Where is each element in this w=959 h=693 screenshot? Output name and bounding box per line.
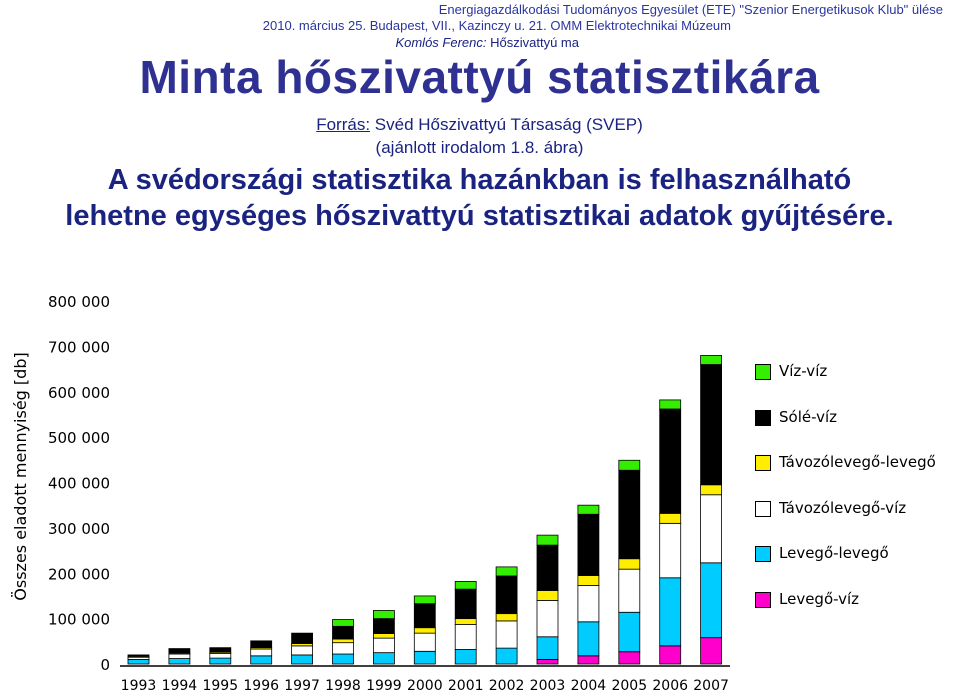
- bar-segment: [496, 567, 517, 576]
- legend-label: Víz-víz: [779, 362, 828, 380]
- legend-swatch: [755, 410, 771, 426]
- bar-segment: [169, 654, 190, 659]
- bar-segment: [414, 604, 435, 628]
- x-tick-label: 1996: [243, 678, 280, 693]
- bar-segment: [578, 505, 599, 514]
- legend-item: [755, 545, 959, 563]
- bar-segment: [128, 655, 149, 656]
- bar-segment: [169, 649, 190, 654]
- bar-segment: [414, 628, 435, 633]
- header-author: Komlós Ferenc:: [395, 35, 487, 50]
- bar-segment: [537, 600, 558, 636]
- x-tick-label: 2004: [570, 678, 607, 693]
- bar-segment: [496, 576, 517, 614]
- x-tick-label: 1998: [325, 678, 361, 693]
- header-topic: Hőszivattyú ma: [490, 35, 579, 50]
- bar-segment: [333, 626, 354, 639]
- x-tick-label: 1999: [366, 678, 402, 693]
- bar-segment: [373, 619, 394, 634]
- bar-segment: [578, 514, 599, 575]
- bar-segment: [578, 656, 599, 664]
- bar-segment: [128, 659, 149, 664]
- x-tick-label: 2003: [529, 678, 566, 693]
- bar-segment: [292, 646, 313, 655]
- legend-item: [755, 409, 959, 427]
- source-label: Forrás:: [316, 115, 371, 134]
- x-tick-label: 2001: [447, 678, 484, 693]
- bar-segment: [578, 622, 599, 656]
- y-tick-label: 0: [100, 656, 110, 674]
- header-line-3: [0, 35, 579, 50]
- legend-label: Távozólevegő-levegő: [779, 453, 936, 471]
- bar-segment: [373, 610, 394, 618]
- x-tick-label: 2002: [488, 678, 525, 693]
- legend-label: Levegő-víz: [779, 589, 860, 608]
- bar-segment: [292, 655, 313, 664]
- bar-segment: [333, 654, 354, 664]
- bar-segment: [292, 633, 313, 643]
- x-tick-label: 1997: [284, 678, 320, 693]
- y-tick-label: 500 000: [47, 429, 110, 448]
- bar-segment: [496, 614, 517, 621]
- source-block: [0, 113, 959, 159]
- source-reference: (ajánlott irodalom 1.8. ábra): [375, 138, 584, 157]
- y-tick-label: 700 000: [47, 338, 110, 357]
- bar-segment: [455, 581, 476, 589]
- bar-segment: [537, 590, 558, 600]
- bar-segment: [701, 638, 722, 664]
- bar-segment: [660, 646, 681, 664]
- x-tick-label: 1993: [120, 678, 157, 693]
- bar-segment: [373, 638, 394, 653]
- bar-segment: [578, 586, 599, 622]
- bar-segment: [333, 643, 354, 654]
- bar-segment: [333, 620, 354, 627]
- source-text: Svéd Hőszivattyú Társaság (SVEP): [374, 115, 643, 134]
- bar-segment: [333, 639, 354, 643]
- legend-item: [755, 363, 959, 381]
- legend-swatch: [755, 455, 771, 471]
- header-line-2: 2010. március 25. Budapest, VII., Kazinczy u. 21. OMM Elektrotechnikai Múzeum: [262, 18, 731, 33]
- bar-segment: [619, 470, 640, 558]
- legend-label: Sólé-víz: [779, 407, 838, 426]
- bar-segment: [701, 495, 722, 563]
- bar-segment: [660, 523, 681, 577]
- bar-segment: [578, 576, 599, 586]
- legend-swatch: [755, 364, 771, 380]
- bar-segment: [619, 460, 640, 470]
- bar-segment: [537, 659, 558, 664]
- y-tick-label: 600 000: [47, 383, 110, 402]
- bar-segment: [537, 545, 558, 590]
- page-title: Minta hőszivattyú statisztikára: [139, 51, 820, 103]
- bar-segment: [251, 641, 272, 648]
- x-tick-label: 2005: [611, 678, 648, 693]
- bar-segment: [414, 651, 435, 664]
- header-line-1: Energiagazdálkodási Tudományos Egyesület (ETE) "Szenior Energetikusok Klub" ülése: [438, 2, 943, 17]
- bar-segment: [660, 400, 681, 409]
- bar-segment: [210, 648, 231, 653]
- bar-segment: [414, 596, 435, 604]
- legend-label: Távozólevegő-víz: [779, 498, 907, 517]
- bar-segment: [660, 409, 681, 513]
- bar-segment: [496, 621, 517, 648]
- legend-item: [755, 454, 959, 472]
- bar-segment: [537, 535, 558, 545]
- legend-item: [755, 500, 959, 518]
- bar-segment: [537, 637, 558, 660]
- bar-segment: [251, 649, 272, 656]
- bar-segment: [251, 656, 272, 664]
- x-tick-label: 2007: [693, 678, 729, 693]
- bar-segment: [619, 612, 640, 651]
- y-tick-label: 400 000: [47, 474, 110, 493]
- y-axis-label: Összes eladott mennyiség [db]: [11, 352, 30, 601]
- bar-segment: [701, 365, 722, 485]
- bar-segment: [701, 485, 722, 495]
- y-tick-label: 800 000: [47, 293, 110, 311]
- lead-line-1: A svédországi statisztika hazánkban is felhasználható: [107, 164, 852, 196]
- bar-segment: [619, 652, 640, 664]
- legend-swatch: [755, 501, 771, 517]
- bar-segment: [373, 653, 394, 664]
- y-tick-label: 300 000: [47, 519, 110, 538]
- y-tick-label: 200 000: [47, 565, 110, 584]
- bar-segment: [701, 355, 722, 364]
- legend-item: [755, 591, 959, 609]
- bar-segment: [455, 589, 476, 618]
- legend-label: Levegő-levegő: [779, 544, 889, 562]
- bar-segment: [701, 563, 722, 638]
- bar-segment: [660, 513, 681, 523]
- bar-segment: [619, 569, 640, 612]
- x-tick-label: 1994: [161, 678, 198, 693]
- x-tick-label: 2000: [406, 678, 443, 693]
- bar-segment: [660, 578, 681, 646]
- bar-segment: [210, 658, 231, 664]
- bar-segment: [496, 648, 517, 664]
- x-tick-label: 2006: [652, 678, 689, 693]
- legend-swatch: [755, 546, 771, 562]
- y-tick-label: 100 000: [47, 610, 110, 629]
- stacked-bar-chart: [0, 276, 959, 693]
- bar-segment: [373, 634, 394, 639]
- bar-segment: [414, 633, 435, 651]
- bar-segment: [455, 649, 476, 664]
- legend-swatch: [755, 592, 771, 608]
- bar-segment: [210, 654, 231, 659]
- lead-text: [0, 162, 959, 234]
- bar-segment: [455, 619, 476, 625]
- bar-segment: [619, 559, 640, 569]
- lead-line-2: lehetne egységes hőszivattyú statisztikai adatok gyűjtésére.: [65, 200, 894, 232]
- bar-segment: [455, 625, 476, 650]
- bar-segment: [169, 659, 190, 664]
- x-tick-label: 1995: [202, 678, 239, 693]
